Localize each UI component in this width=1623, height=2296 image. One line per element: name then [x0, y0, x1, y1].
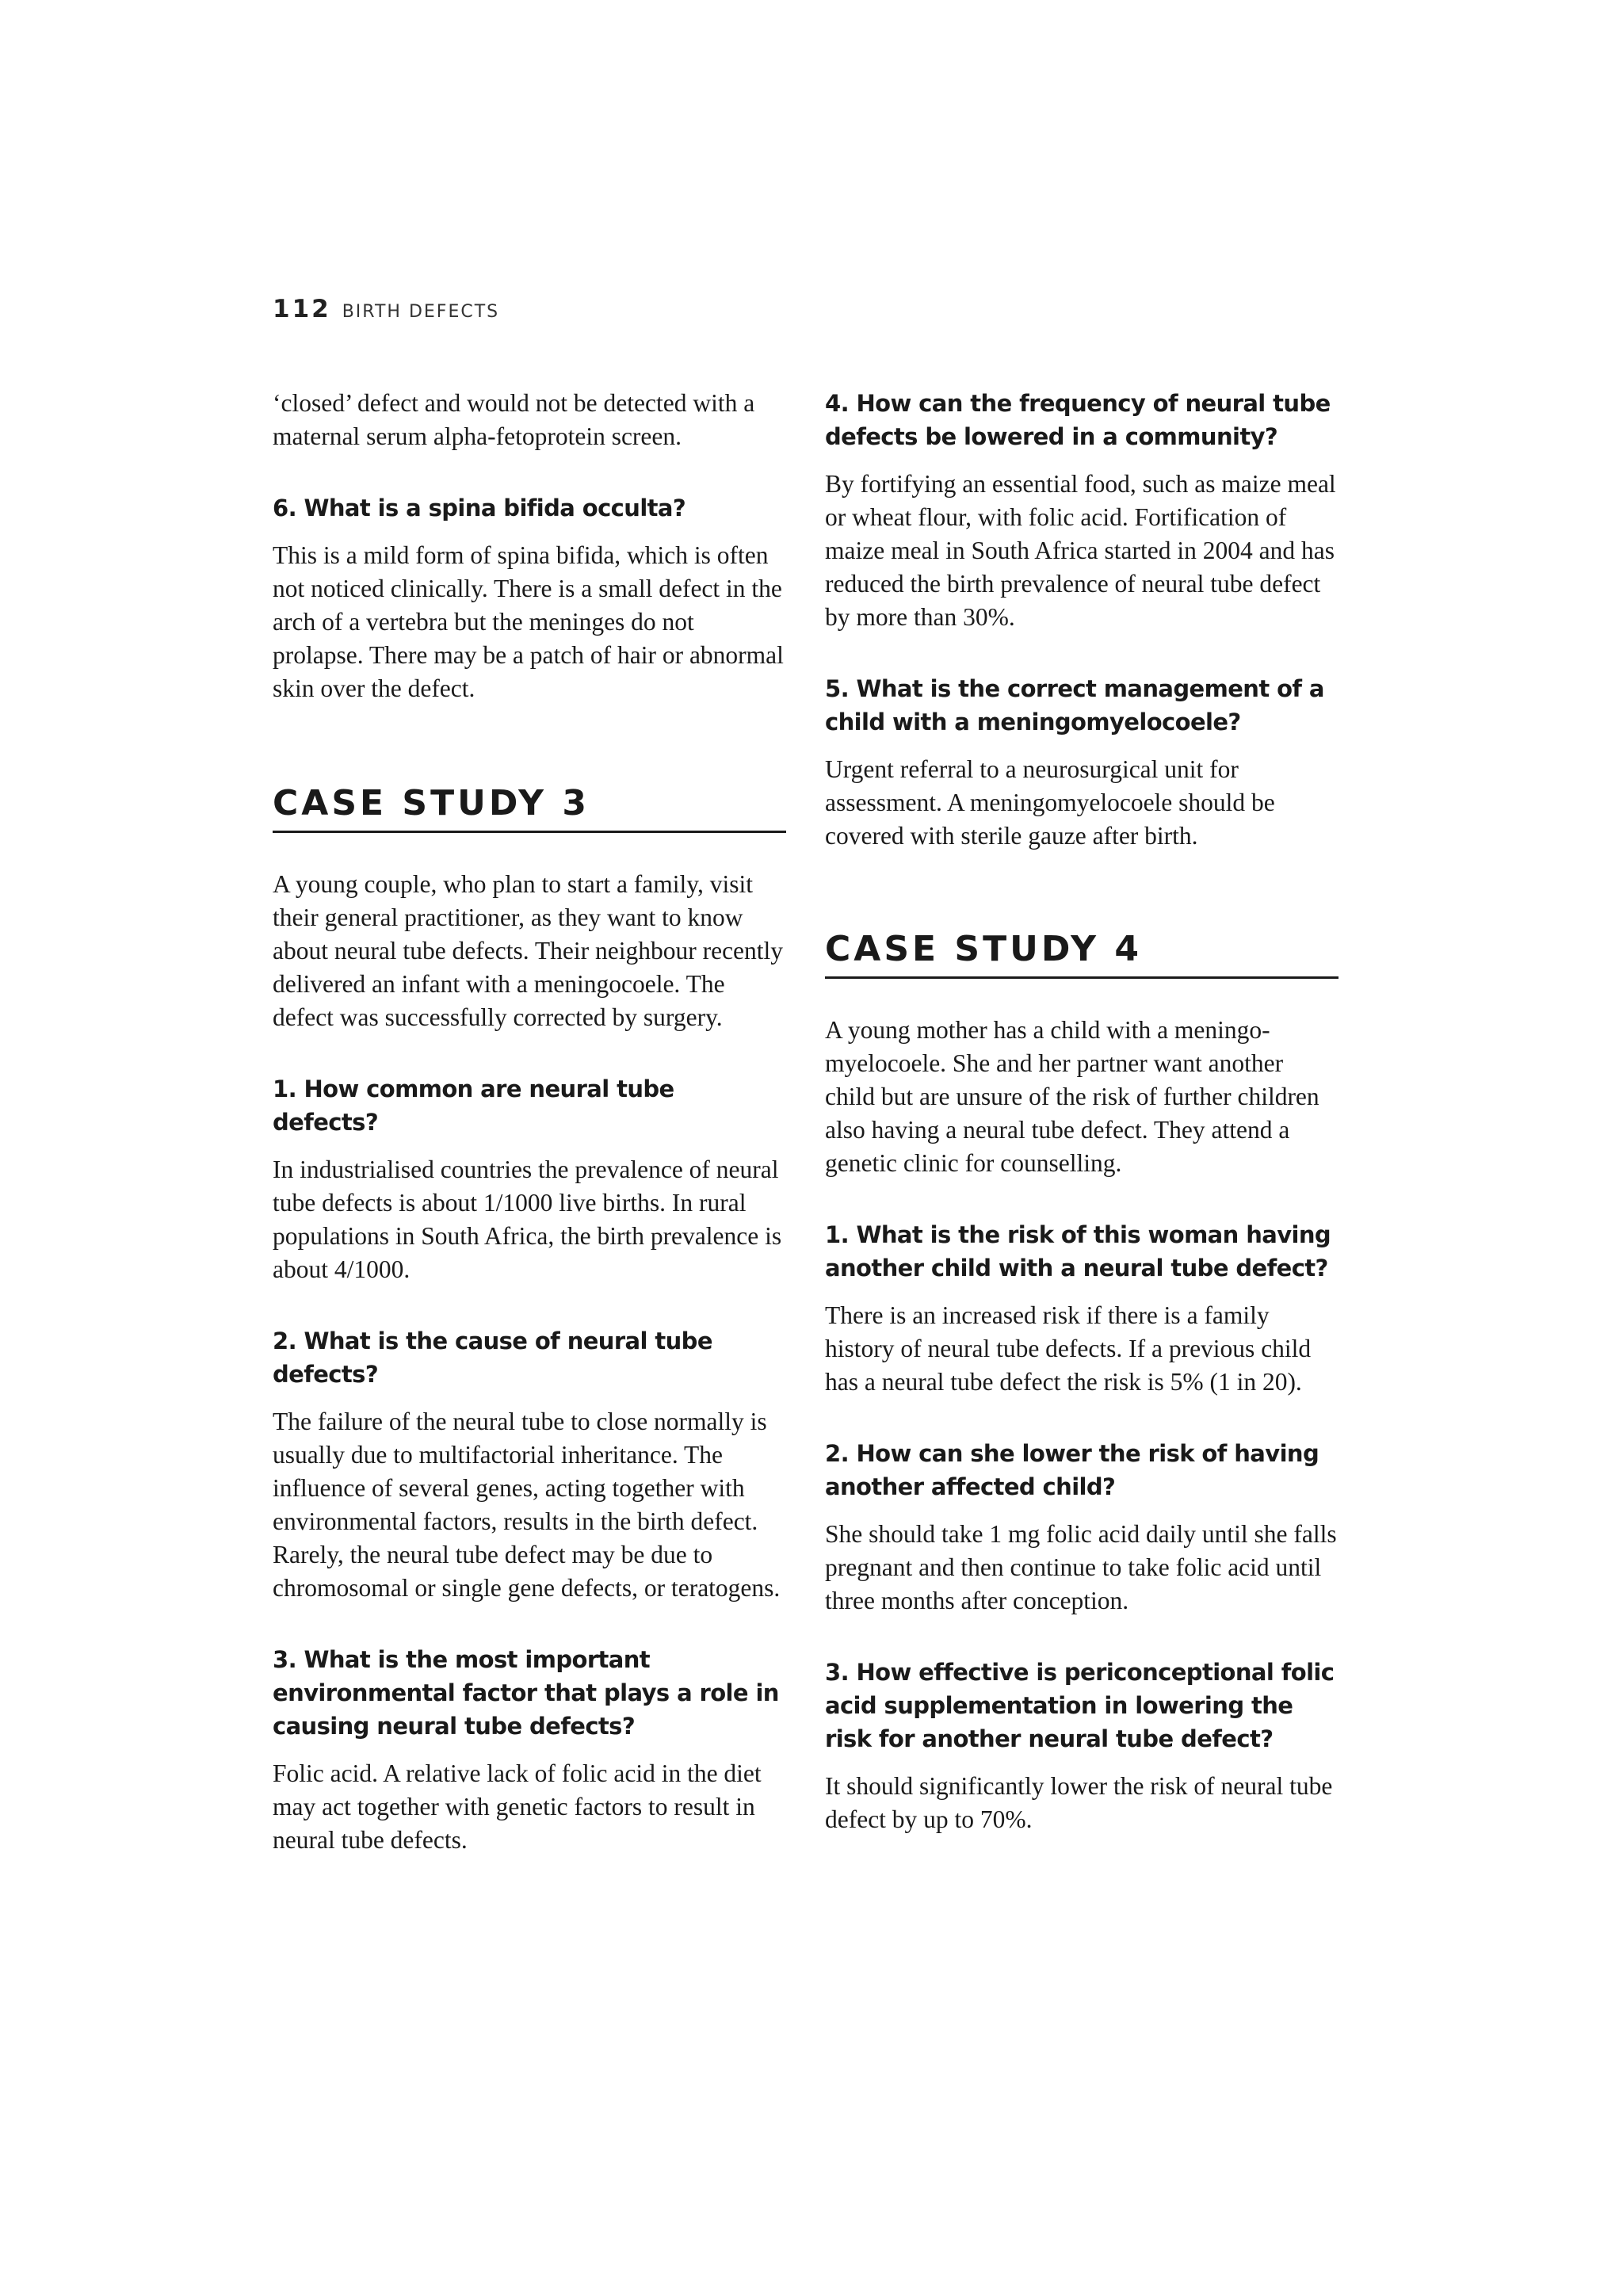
question-heading: 1. What is the risk of this woman having another child with a neural tube defect? [825, 1221, 1331, 1282]
question-block-1 [825, 1218, 1338, 1399]
answer-text: It should significantly lower the risk of neural tube defect by up to 70%. [825, 1772, 1333, 1833]
answer-text: Urgent referral to a neurosurgical unit for assessment. A meningomyelocoele should be covered with sterile gauze after birth. [825, 755, 1275, 850]
question-heading: 5. What is the correct management of a child with a meningomyelocoele? [825, 675, 1324, 735]
answer-text: By fortifying an essential food, such as maize meal or wheat flour, with folic acid. Fortification of maize meal in South Africa started in 2004 and has reduced the birth prevalence of neural tube defect by more than 30%. [825, 470, 1336, 631]
answer-text: In industrialised countries the prevalence of neural tube defects is about 1/1000 live births. In rural populations in South Africa, the birth prevalence is about 4/1000. [273, 1156, 782, 1283]
page-number: 112 [273, 295, 331, 323]
question-heading: 3. How effective is periconceptional folic acid supplementation in lowering the risk for another neural tube defect? [825, 1659, 1335, 1752]
answer-text: There is an increased risk if there is a family history of neural tube defects. If a previous child has a neural tube defect the risk is 5% (1 in 20). [825, 1301, 1312, 1396]
answer-text: Folic acid. A relative lack of folic acid in the diet may act together with genetic factors to result in neural tube defects. [273, 1759, 762, 1854]
left-column [273, 387, 786, 1895]
question-heading: 4. How can the frequency of neural tube defects be lowered in a community? [825, 390, 1331, 450]
question-block-1 [273, 1072, 786, 1286]
answer-text: The failure of the neural tube to close normally is usually due to multifactorial inheritance. The influence of several genes, acting together with environmental factors, results in the birth defect. Rarely, the neural tube defect may be due to chromosomal or single gene defects, or teratogens. [273, 1408, 781, 1602]
question-heading: 2. How can she lower the risk of having another affected child? [825, 1440, 1319, 1500]
question-block-4 [825, 387, 1338, 634]
continued-paragraph: ‘closed’ defect and would not be detected with a maternal serum alpha-fetoprotein screen. [273, 389, 755, 450]
question-block-3 [273, 1643, 786, 1857]
question-block-2 [273, 1324, 786, 1605]
case-study-3-heading: CASE STUDY 3 [273, 781, 786, 833]
question-block-3 [825, 1656, 1338, 1836]
page-header [273, 295, 499, 323]
case-study-3-scenario: A young couple, who plan to start a family, visit their general practitioner, as they want to know about neural tube defects. Their neighbour recently delivered an infant with a meningocoele. The defect was successfully corrected by surgery. [273, 870, 784, 1031]
question-heading: 1. How common are neural tube defects? [273, 1075, 674, 1136]
question-heading: 2. What is the cause of neural tube defects? [273, 1328, 712, 1388]
running-head: BIRTH DEFECTS [342, 302, 500, 322]
answer-text: She should take 1 mg folic acid daily until she falls pregnant and then continue to take folic acid until three months after conception. [825, 1520, 1337, 1614]
question-block-6 [273, 491, 786, 705]
question-heading: 6. What is a spina bifida occulta? [273, 495, 686, 521]
case-study-4-scenario: A young mother has a child with a meningo-myelocoele. She and her partner want another child but are unsure of the risk of further children also having a neural tube defect. They attend a genetic clinic for counselling. [825, 1016, 1319, 1177]
case-study-4-heading: CASE STUDY 4 [825, 927, 1338, 979]
answer-text: This is a mild form of spina bifida, which is often not noticed clinically. There is a small defect in the arch of a vertebra but the meninges do not prolapse. There may be a patch of hair or abnormal skin over the defect. [273, 541, 784, 702]
question-block-2 [825, 1437, 1338, 1618]
right-column [825, 387, 1338, 1874]
question-heading: 3. What is the most important environmental factor that plays a role in causing neural tube defects? [273, 1646, 779, 1740]
question-block-5 [825, 672, 1338, 853]
